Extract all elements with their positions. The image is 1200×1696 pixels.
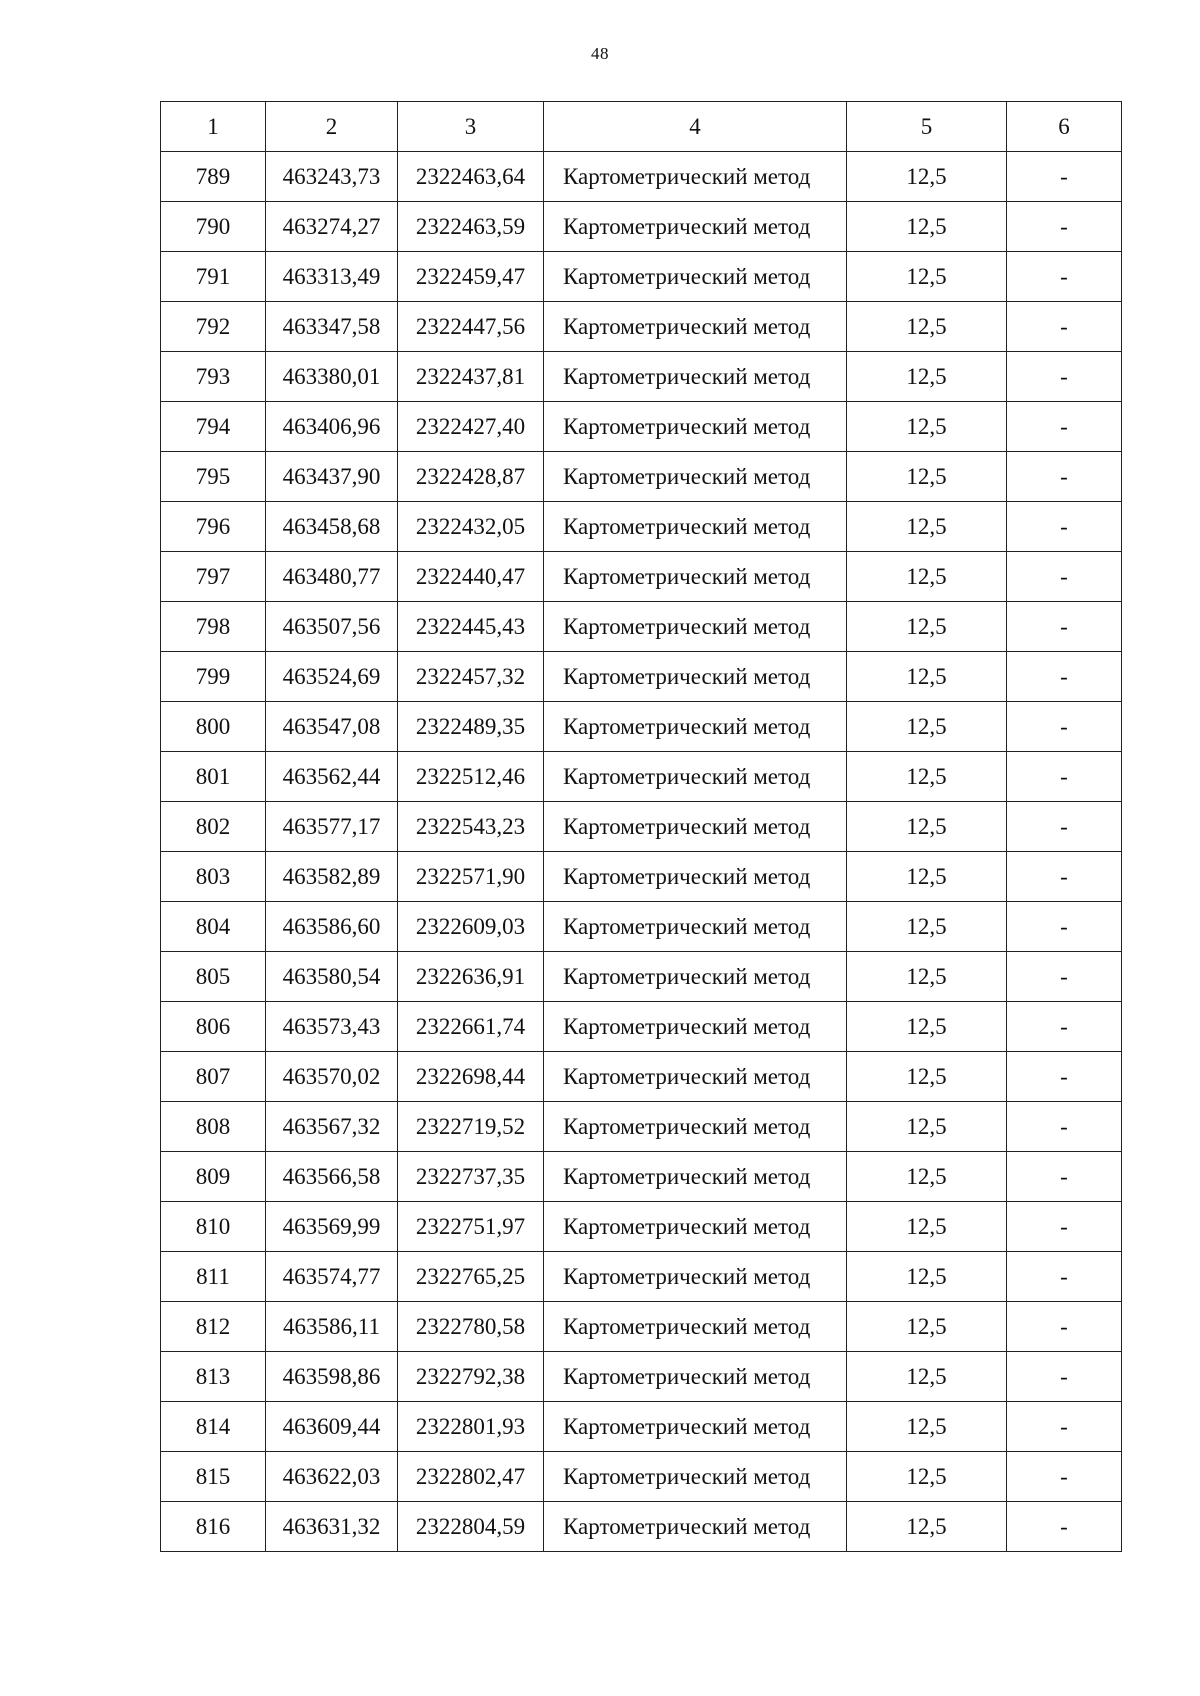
point-number-cell: 796 [161, 502, 266, 552]
point-number-cell: 795 [161, 452, 266, 502]
table-row [161, 1052, 1122, 1102]
note-cell: - [1007, 452, 1122, 502]
note-cell: - [1007, 1102, 1122, 1152]
accuracy-cell: 12,5 [847, 1102, 1007, 1152]
point-number-cell: 810 [161, 1202, 266, 1252]
x-coordinate-cell: 463274,27 [266, 202, 398, 252]
y-coordinate-cell: 2322463,59 [398, 202, 544, 252]
note-cell: - [1007, 1452, 1122, 1502]
method-cell: Картометрический метод [544, 752, 847, 802]
header-row [161, 102, 1122, 152]
note-cell: - [1007, 902, 1122, 952]
y-coordinate-cell: 2322636,91 [398, 952, 544, 1002]
x-coordinate-cell: 463598,86 [266, 1352, 398, 1402]
accuracy-cell: 12,5 [847, 302, 1007, 352]
note-cell: - [1007, 152, 1122, 202]
point-number-cell: 789 [161, 152, 266, 202]
point-number-cell: 815 [161, 1452, 266, 1502]
accuracy-cell: 12,5 [847, 702, 1007, 752]
x-coordinate-cell: 463622,03 [266, 1452, 398, 1502]
table-row [161, 152, 1122, 202]
method-cell: Картометрический метод [544, 852, 847, 902]
y-coordinate-cell: 2322445,43 [398, 602, 544, 652]
y-coordinate-cell: 2322792,38 [398, 1352, 544, 1402]
x-coordinate-cell: 463347,58 [266, 302, 398, 352]
table-row [161, 702, 1122, 752]
y-coordinate-cell: 2322780,58 [398, 1302, 544, 1352]
note-cell: - [1007, 752, 1122, 802]
method-cell: Картометрический метод [544, 702, 847, 752]
page-number: 48 [591, 44, 609, 63]
x-coordinate-cell: 463406,96 [266, 402, 398, 452]
note-cell: - [1007, 802, 1122, 852]
accuracy-cell: 12,5 [847, 452, 1007, 502]
note-cell: - [1007, 1252, 1122, 1302]
accuracy-cell: 12,5 [847, 552, 1007, 602]
header-cell-5: 5 [847, 102, 1007, 152]
x-coordinate-cell: 463586,60 [266, 902, 398, 952]
note-cell: - [1007, 1352, 1122, 1402]
table-row [161, 402, 1122, 452]
x-coordinate-cell: 463480,77 [266, 552, 398, 602]
y-coordinate-cell: 2322571,90 [398, 852, 544, 902]
point-number-cell: 808 [161, 1102, 266, 1152]
accuracy-cell: 12,5 [847, 1052, 1007, 1102]
x-coordinate-cell: 463547,08 [266, 702, 398, 752]
point-number-cell: 800 [161, 702, 266, 752]
point-number-cell: 801 [161, 752, 266, 802]
method-cell: Картометрический метод [544, 502, 847, 552]
note-cell: - [1007, 252, 1122, 302]
x-coordinate-cell: 463567,32 [266, 1102, 398, 1152]
table-row [161, 1352, 1122, 1402]
note-cell: - [1007, 1302, 1122, 1352]
method-cell: Картометрический метод [544, 602, 847, 652]
x-coordinate-cell: 463243,73 [266, 152, 398, 202]
y-coordinate-cell: 2322661,74 [398, 1002, 544, 1052]
method-cell: Картометрический метод [544, 402, 847, 452]
x-coordinate-cell: 463580,54 [266, 952, 398, 1002]
y-coordinate-cell: 2322698,44 [398, 1052, 544, 1102]
header-cell-6: 6 [1007, 102, 1122, 152]
y-coordinate-cell: 2322751,97 [398, 1202, 544, 1252]
x-coordinate-cell: 463582,89 [266, 852, 398, 902]
note-cell: - [1007, 702, 1122, 752]
table-row [161, 1102, 1122, 1152]
table-row [161, 1402, 1122, 1452]
accuracy-cell: 12,5 [847, 1252, 1007, 1302]
method-cell: Картометрический метод [544, 902, 847, 952]
table-row [161, 902, 1122, 952]
table-row [161, 1452, 1122, 1502]
method-cell: Картометрический метод [544, 1502, 847, 1552]
accuracy-cell: 12,5 [847, 1202, 1007, 1252]
y-coordinate-cell: 2322459,47 [398, 252, 544, 302]
accuracy-cell: 12,5 [847, 1152, 1007, 1202]
accuracy-cell: 12,5 [847, 1002, 1007, 1052]
note-cell: - [1007, 1002, 1122, 1052]
x-coordinate-cell: 463569,99 [266, 1202, 398, 1252]
note-cell: - [1007, 1052, 1122, 1102]
point-number-cell: 812 [161, 1302, 266, 1352]
point-number-cell: 816 [161, 1502, 266, 1552]
accuracy-cell: 12,5 [847, 802, 1007, 852]
point-number-cell: 792 [161, 302, 266, 352]
accuracy-cell: 12,5 [847, 152, 1007, 202]
point-number-cell: 809 [161, 1152, 266, 1202]
point-number-cell: 799 [161, 652, 266, 702]
y-coordinate-cell: 2322802,47 [398, 1452, 544, 1502]
table-row [161, 1502, 1122, 1552]
point-number-cell: 805 [161, 952, 266, 1002]
x-coordinate-cell: 463577,17 [266, 802, 398, 852]
method-cell: Картометрический метод [544, 302, 847, 352]
note-cell: - [1007, 202, 1122, 252]
note-cell: - [1007, 652, 1122, 702]
y-coordinate-cell: 2322463,64 [398, 152, 544, 202]
x-coordinate-cell: 463562,44 [266, 752, 398, 802]
y-coordinate-cell: 2322804,59 [398, 1502, 544, 1552]
x-coordinate-cell: 463437,90 [266, 452, 398, 502]
method-cell: Картометрический метод [544, 802, 847, 852]
x-coordinate-cell: 463570,02 [266, 1052, 398, 1102]
point-number-cell: 814 [161, 1402, 266, 1452]
accuracy-cell: 12,5 [847, 202, 1007, 252]
x-coordinate-cell: 463524,69 [266, 652, 398, 702]
table-row [161, 852, 1122, 902]
x-coordinate-cell: 463586,11 [266, 1302, 398, 1352]
table-row [161, 452, 1122, 502]
table-row [161, 1252, 1122, 1302]
header-cell-3: 3 [398, 102, 544, 152]
method-cell: Картометрический метод [544, 1352, 847, 1402]
point-number-cell: 797 [161, 552, 266, 602]
y-coordinate-cell: 2322719,52 [398, 1102, 544, 1152]
method-cell: Картометрический метод [544, 1052, 847, 1102]
table-row [161, 602, 1122, 652]
point-number-cell: 802 [161, 802, 266, 852]
method-cell: Картометрический метод [544, 1152, 847, 1202]
y-coordinate-cell: 2322428,87 [398, 452, 544, 502]
y-coordinate-cell: 2322427,40 [398, 402, 544, 452]
y-coordinate-cell: 2322543,23 [398, 802, 544, 852]
header-cell-2: 2 [266, 102, 398, 152]
accuracy-cell: 12,5 [847, 602, 1007, 652]
method-cell: Картометрический метод [544, 252, 847, 302]
point-number-cell: 813 [161, 1352, 266, 1402]
accuracy-cell: 12,5 [847, 252, 1007, 302]
y-coordinate-cell: 2322737,35 [398, 1152, 544, 1202]
method-cell: Картометрический метод [544, 152, 847, 202]
method-cell: Картометрический метод [544, 652, 847, 702]
table-row [161, 1002, 1122, 1052]
note-cell: - [1007, 352, 1122, 402]
table-row [161, 352, 1122, 402]
y-coordinate-cell: 2322432,05 [398, 502, 544, 552]
y-coordinate-cell: 2322457,32 [398, 652, 544, 702]
point-number-cell: 794 [161, 402, 266, 452]
table-row [161, 952, 1122, 1002]
note-cell: - [1007, 1402, 1122, 1452]
note-cell: - [1007, 852, 1122, 902]
point-number-cell: 803 [161, 852, 266, 902]
note-cell: - [1007, 302, 1122, 352]
accuracy-cell: 12,5 [847, 352, 1007, 402]
method-cell: Картометрический метод [544, 1302, 847, 1352]
point-number-cell: 811 [161, 1252, 266, 1302]
accuracy-cell: 12,5 [847, 402, 1007, 452]
table-row [161, 252, 1122, 302]
header-cell-4: 4 [544, 102, 847, 152]
method-cell: Картометрический метод [544, 1452, 847, 1502]
x-coordinate-cell: 463507,56 [266, 602, 398, 652]
accuracy-cell: 12,5 [847, 502, 1007, 552]
accuracy-cell: 12,5 [847, 652, 1007, 702]
table-row [161, 1202, 1122, 1252]
method-cell: Картометрический метод [544, 202, 847, 252]
accuracy-cell: 12,5 [847, 952, 1007, 1002]
note-cell: - [1007, 1202, 1122, 1252]
table-row [161, 802, 1122, 852]
table-row [161, 552, 1122, 602]
point-number-cell: 791 [161, 252, 266, 302]
method-cell: Картометрический метод [544, 1402, 847, 1452]
note-cell: - [1007, 502, 1122, 552]
table-row [161, 1152, 1122, 1202]
method-cell: Картометрический метод [544, 952, 847, 1002]
method-cell: Картометрический метод [544, 1002, 847, 1052]
x-coordinate-cell: 463380,01 [266, 352, 398, 402]
accuracy-cell: 12,5 [847, 752, 1007, 802]
accuracy-cell: 12,5 [847, 1452, 1007, 1502]
note-cell: - [1007, 602, 1122, 652]
table-header [161, 102, 1122, 152]
accuracy-cell: 12,5 [847, 1302, 1007, 1352]
note-cell: - [1007, 952, 1122, 1002]
accuracy-cell: 12,5 [847, 902, 1007, 952]
point-number-cell: 790 [161, 202, 266, 252]
point-number-cell: 798 [161, 602, 266, 652]
y-coordinate-cell: 2322440,47 [398, 552, 544, 602]
accuracy-cell: 12,5 [847, 852, 1007, 902]
note-cell: - [1007, 1502, 1122, 1552]
table-body [161, 152, 1122, 1552]
note-cell: - [1007, 1152, 1122, 1202]
note-cell: - [1007, 402, 1122, 452]
y-coordinate-cell: 2322512,46 [398, 752, 544, 802]
table-row [161, 752, 1122, 802]
accuracy-cell: 12,5 [847, 1502, 1007, 1552]
point-number-cell: 793 [161, 352, 266, 402]
table-row [161, 652, 1122, 702]
point-number-cell: 806 [161, 1002, 266, 1052]
method-cell: Картометрический метод [544, 552, 847, 602]
y-coordinate-cell: 2322801,93 [398, 1402, 544, 1452]
accuracy-cell: 12,5 [847, 1402, 1007, 1452]
y-coordinate-cell: 2322609,03 [398, 902, 544, 952]
x-coordinate-cell: 463609,44 [266, 1402, 398, 1452]
y-coordinate-cell: 2322447,56 [398, 302, 544, 352]
x-coordinate-cell: 463458,68 [266, 502, 398, 552]
note-cell: - [1007, 552, 1122, 602]
accuracy-cell: 12,5 [847, 1352, 1007, 1402]
point-number-cell: 804 [161, 902, 266, 952]
table-row [161, 202, 1122, 252]
x-coordinate-cell: 463631,32 [266, 1502, 398, 1552]
x-coordinate-cell: 463566,58 [266, 1152, 398, 1202]
method-cell: Картометрический метод [544, 452, 847, 502]
x-coordinate-cell: 463573,43 [266, 1002, 398, 1052]
y-coordinate-cell: 2322437,81 [398, 352, 544, 402]
x-coordinate-cell: 463313,49 [266, 252, 398, 302]
coordinates-table [160, 101, 1122, 1552]
method-cell: Картометрический метод [544, 1202, 847, 1252]
method-cell: Картометрический метод [544, 352, 847, 402]
table-row [161, 302, 1122, 352]
y-coordinate-cell: 2322765,25 [398, 1252, 544, 1302]
x-coordinate-cell: 463574,77 [266, 1252, 398, 1302]
method-cell: Картометрический метод [544, 1252, 847, 1302]
y-coordinate-cell: 2322489,35 [398, 702, 544, 752]
header-cell-1: 1 [161, 102, 266, 152]
method-cell: Картометрический метод [544, 1102, 847, 1152]
point-number-cell: 807 [161, 1052, 266, 1102]
table-row [161, 502, 1122, 552]
table-row [161, 1302, 1122, 1352]
